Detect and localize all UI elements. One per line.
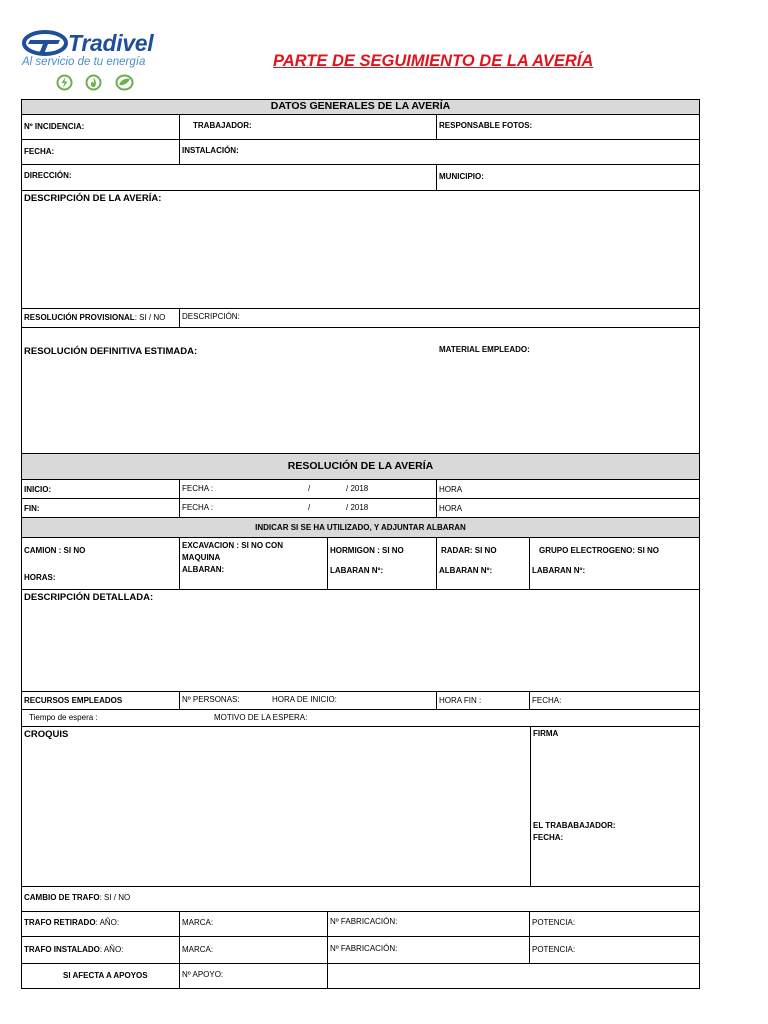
el-trabajador-label: EL TRABABAJADOR: [533, 821, 616, 830]
hora-fin-label: HORA FIN : [439, 696, 482, 705]
rule [327, 911, 328, 988]
rule [21, 963, 700, 964]
document-title: PARTE DE SEGUIMIENTO DE LA AVERÍA [273, 52, 594, 70]
croquis-label: CROQUIS [24, 729, 69, 740]
rule [21, 726, 700, 727]
firma-label: FIRMA [533, 729, 559, 738]
rule [179, 691, 180, 709]
inicio-date-slash: / [308, 484, 311, 493]
resolucion-provisional-field [24, 313, 165, 323]
instalado-n-fabricacion-label: Nº FABRICACIÓN: [330, 944, 398, 953]
inicio-date-year: / 2018 [346, 484, 369, 493]
descripcion-detallada-label: DESCRIPCIÓN DETALLADA: [24, 592, 154, 603]
rule [21, 537, 700, 538]
fin-hora-label: HORA [439, 504, 463, 513]
direccion-label: DIRECCIÓN: [24, 171, 72, 180]
rule [21, 164, 700, 165]
rule [21, 308, 700, 309]
recursos-fecha-label: FECHA: [532, 696, 562, 705]
inicio-fecha-label: FECHA : [182, 484, 214, 493]
fin-fecha-label: FECHA : [182, 503, 214, 512]
recursos-empleados-label: RECURSOS EMPLEADOS [24, 696, 123, 705]
n-apoyo-label: Nº APOYO: [182, 970, 224, 979]
camion-label: CAMION : SI NO [24, 546, 86, 555]
municipio-label: MUNICIPIO: [439, 172, 484, 181]
retirado-n-fabricacion-label: Nº FABRICACIÓN: [330, 917, 398, 926]
rule [529, 691, 530, 709]
fecha-label: FECHA: [24, 147, 55, 156]
rule [21, 709, 700, 710]
instalado-marca-label: MARCA: [182, 945, 214, 954]
brand-tagline: Al servicio de tu energía [22, 56, 146, 68]
hormigon-label: HORMIGON : SI NO [330, 546, 404, 555]
hora-inicio-label: HORA DE INICIO: [272, 695, 337, 704]
rule [436, 479, 437, 517]
fin-label: FIN: [24, 504, 40, 513]
retirado-potencia-label: POTENCIA: [532, 918, 576, 927]
n-personas-label: Nº PERSONAS: [182, 695, 240, 704]
rule [21, 453, 700, 454]
rule [179, 479, 180, 517]
descripcion-label: DESCRIPCIÓN: [182, 312, 240, 321]
rule [21, 139, 700, 140]
tradivel-logo-mark [22, 30, 68, 56]
rule [530, 726, 531, 886]
rule [179, 537, 180, 589]
cambio-trafo-label: CAMBIO DE TRAFO [24, 893, 100, 902]
rule [21, 886, 700, 887]
fin-date-year: / 2018 [346, 503, 369, 512]
rule [179, 114, 180, 164]
inicio-hora-label: HORA [439, 485, 463, 494]
labaran-n-label: LABARAN Nº: [330, 566, 384, 575]
rule [327, 537, 328, 589]
firma-fecha-label: FECHA: [533, 833, 564, 842]
resolucion-definitiva-label: RESOLUCIÓN DEFINITIVA ESTIMADA: [24, 346, 198, 357]
cambio-trafo-value: : SI / NO [99, 893, 131, 902]
rule [21, 517, 700, 518]
rule [21, 114, 700, 115]
section-title-resolucion: RESOLUCIÓN DE LA AVERÍA [287, 460, 434, 472]
rule [21, 190, 700, 191]
maquina-label: MAQUINA [182, 553, 221, 562]
material-empleado-label: MATERIAL EMPLEADO: [439, 345, 530, 354]
rule [179, 911, 180, 988]
section-title-general: DATOS GENERALES DE LA AVERÍA [270, 100, 451, 112]
flame-icon [85, 74, 102, 91]
albaran-instruction: INDICAR SI SE HA UTILIZADO, Y ADJUNTAR ALBARAN [255, 523, 466, 532]
albaran-n-label: ALBARAN Nº: [439, 566, 493, 575]
inicio-label: INICIO: [24, 485, 52, 494]
radar-label: RADAR: SI NO [441, 546, 497, 555]
lightning-icon [56, 74, 73, 91]
rule [436, 114, 437, 139]
rule [21, 479, 700, 480]
descripcion-averia-label: DESCRIPCIÓN DE LA AVERÍA: [24, 193, 162, 204]
rule [436, 537, 437, 589]
trafo-instalado-label: TRAFO INSTALADO [24, 945, 100, 954]
leaf-icon [115, 74, 134, 91]
trafo-retirado-field [24, 918, 119, 928]
rule [21, 589, 700, 590]
grupo-electrogeno-label: GRUPO ELECTROGENO: SI NO [539, 546, 660, 555]
n-incidencia-label: Nº INCIDENCIA: [24, 122, 85, 131]
instalacion-label: INSTALACIÓN: [182, 146, 239, 155]
rule [21, 911, 700, 912]
rule [21, 498, 700, 499]
trabajador-label: TRABAJADOR: [193, 121, 252, 130]
rule [529, 911, 530, 963]
rule [21, 327, 700, 328]
trafo-instalado-ano: : AÑO: [99, 945, 124, 954]
si-afecta-apoyos-label: SI AFECTA A APOYOS [63, 971, 148, 980]
cambio-trafo-field [24, 893, 130, 903]
form-frame [21, 99, 700, 989]
resolucion-provisional-value: : SI / NO [134, 313, 166, 322]
motivo-espera-label: MOTIVO DE LA ESPERA: [214, 713, 308, 722]
instalado-potencia-label: POTENCIA: [532, 945, 576, 954]
rule [179, 308, 180, 327]
fin-date-slash: / [308, 503, 311, 512]
albaran-label: ALBARAN: [182, 565, 225, 574]
horas-label: HORAS: [24, 573, 56, 582]
resolucion-provisional-label: RESOLUCIÓN PROVISIONAL [24, 313, 135, 322]
excavacion-label: EXCAVACION : SI NO CON [182, 541, 284, 550]
responsable-fotos-label: RESPONSABLE FOTOS: [439, 121, 533, 130]
rule [436, 691, 437, 709]
rule [529, 537, 530, 589]
grupo-labaran-n-label: LABARAN Nº: [532, 566, 586, 575]
trafo-retirado-label: TRAFO RETIRADO [24, 918, 96, 927]
brand-name: Tradivel [68, 30, 154, 56]
rule [436, 164, 437, 190]
trafo-retirado-ano: : AÑO: [95, 918, 120, 927]
tiempo-espera-label: Tiempo de espera : [29, 713, 98, 722]
rule [21, 936, 700, 937]
trafo-instalado-field [24, 945, 123, 955]
rule [21, 691, 700, 692]
retirado-marca-label: MARCA: [182, 918, 214, 927]
